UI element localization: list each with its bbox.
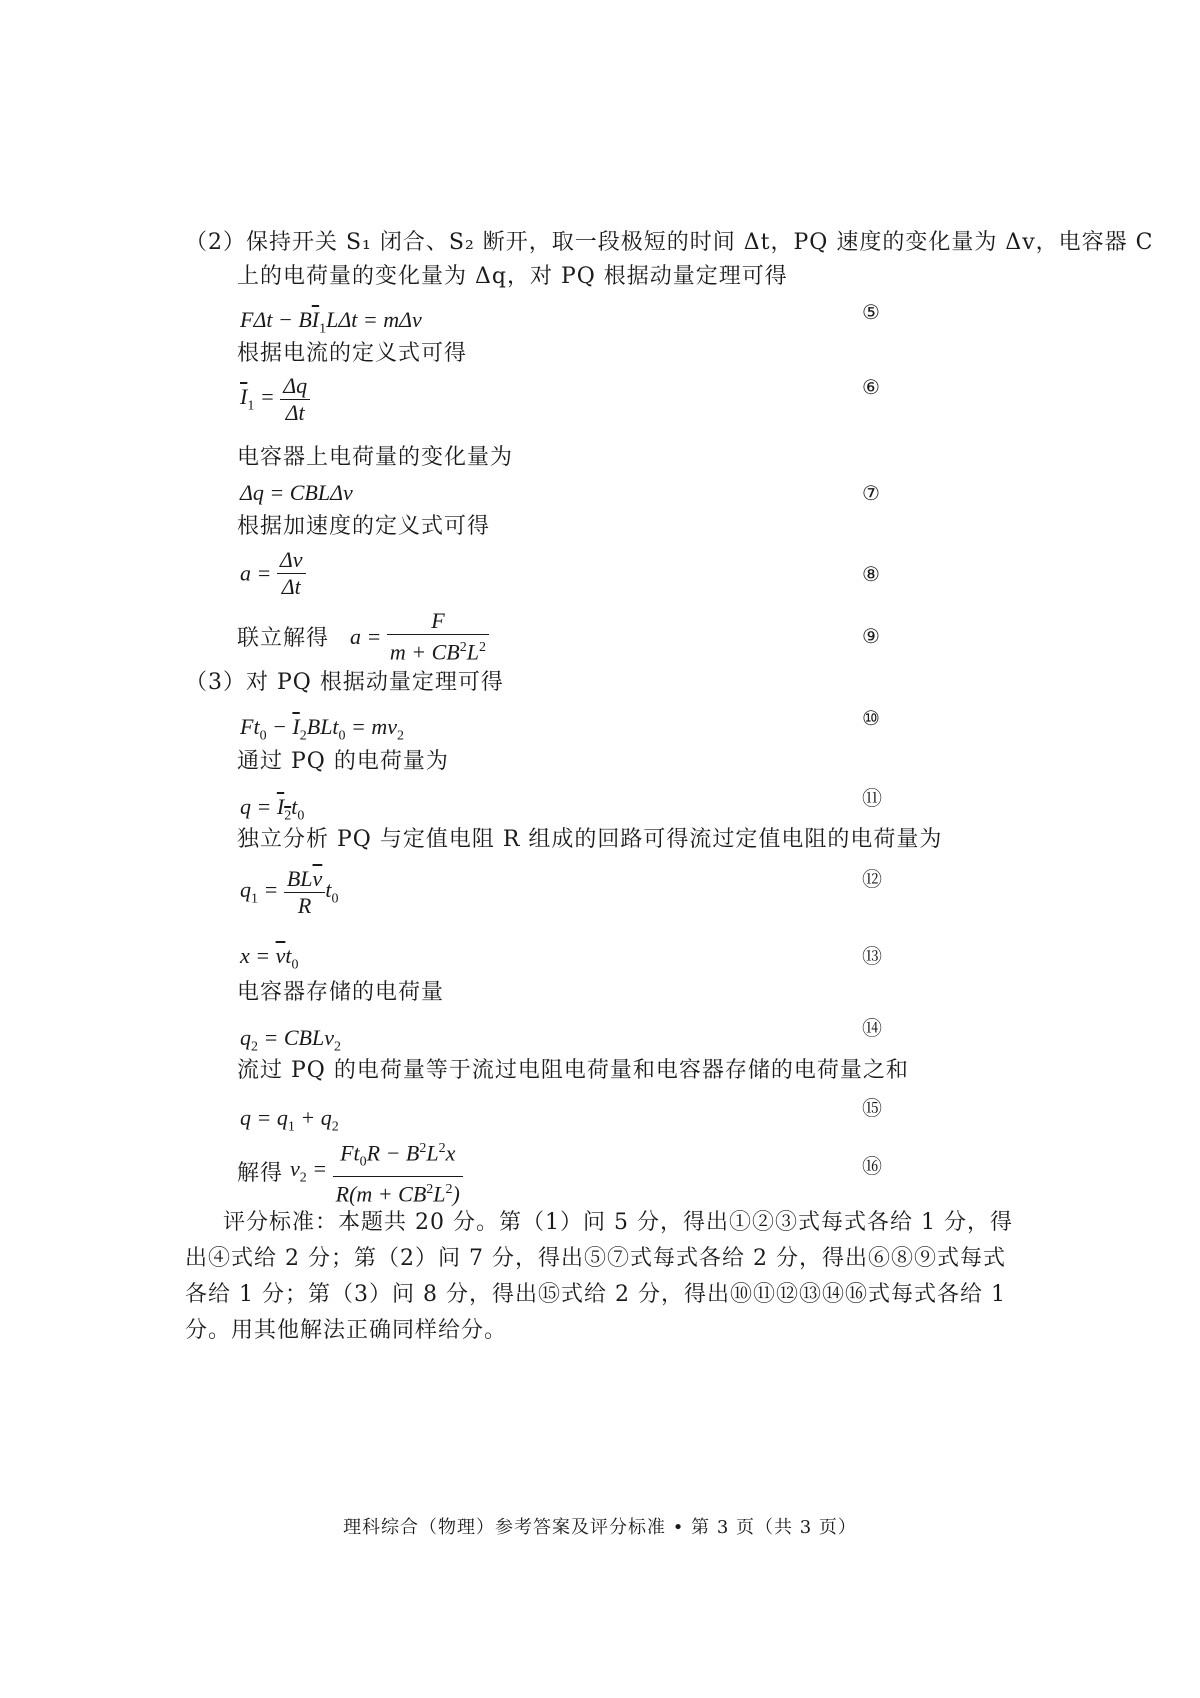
equation-number-11: ⑪ — [862, 786, 882, 810]
equation-9: 联立解得 a = $\frac{F}{m + CB^2L^2}$ — [237, 608, 489, 665]
equation-number-7: ⑦ — [862, 481, 880, 505]
equation-number-5: ⑤ — [862, 300, 880, 324]
text-solve-9: 联立解得 — [237, 626, 330, 652]
equation-7: Δq = CBLΔv — [240, 480, 353, 505]
equation-number-6: ⑥ — [862, 375, 880, 399]
text-result-16: 解得 — [237, 1161, 284, 1187]
equation-14: $q_2$ = CBLv$_2$ — [240, 1025, 341, 1055]
equation-10: $Ft_0 - \overline{I}_2BLt_0 = mv_2$ — [240, 714, 405, 744]
equation-13: $x = \overline{v}t_0$ — [240, 943, 299, 973]
equation-15: $q = q_1 + q_2$ — [240, 1105, 339, 1135]
part2-line2: 上的电荷量的变化量为 Δq，对 PQ 根据动量定理可得 — [237, 264, 788, 289]
text-current-definition: 根据电流的定义式可得 — [237, 341, 468, 366]
scoring-standard: 评分标准：本题共 20 分。第（1）问 5 分，得出①②③式每式各给 1 分，得出④式给 2 分；第（2）问 7 分，得出⑤⑦式每式各给 2 分，得出⑥⑧⑨式每式各给 1 分；第（3）问 8 分，得出⑮式给 2 分，得出⑩⑪⑫⑬⑭⑯式每式各给 1 分。用其他解法正确同样给分。 — [185, 1210, 1013, 1343]
equation-number-10: ⑩ — [862, 706, 880, 730]
part2-line1: （2）保持开关 S₁ 闭合、S₂ 断开，取一段极短的时间 Δt，PQ 速度的变化量为 Δv，电容器 C — [185, 230, 1154, 255]
text-charge-sum: 流过 PQ 的电荷量等于流过电阻电荷量和电容器存储的电荷量之和 — [237, 1058, 909, 1083]
equation-number-9: ⑨ — [862, 624, 880, 648]
text-capacitor-stored: 电容器存储的电荷量 — [237, 980, 445, 1005]
equation-11: $q = I_2t_0$ — [240, 794, 305, 824]
equation-5: $F\Delta t - B\overline{I}_1L\Delta t = m\Delta v$ — [240, 307, 422, 337]
equation-number-16: ⑯ — [862, 1154, 882, 1178]
equation-6: $\overline{I}_1$ = $\frac{\Delta q}{\Delta t}$ — [240, 373, 310, 426]
text-resistor-loop: 独立分析 PQ 与定值电阻 R 组成的回路可得流过定值电阻的电荷量为 — [237, 827, 943, 852]
equation-16: 解得 $v_2$ = $\frac{Ft_0R - B^2L^2x}{R(m + CB^2L^2)}$ — [237, 1136, 463, 1207]
text-charge-change: 电容器上电荷量的变化量为 — [237, 445, 514, 470]
equation-number-14: ⑭ — [862, 1016, 882, 1040]
equation-number-15: ⑮ — [862, 1096, 882, 1120]
text-acceleration-definition: 根据加速度的定义式可得 — [237, 514, 491, 539]
equation-number-12: ⑫ — [862, 867, 882, 891]
equation-number-8: ⑧ — [862, 562, 880, 586]
equation-number-13: ⑬ — [862, 944, 882, 968]
text-charge-through-pq: 通过 PQ 的电荷量为 — [237, 749, 449, 774]
page-footer: 理科综合（物理）参考答案及评分标准 • 第 3 页（共 3 页） — [343, 1517, 857, 1538]
equation-12: $q_1$ = $\frac{BL\overline{v}}{R}$ $t_0$ — [240, 866, 339, 918]
part3-line1: （3）对 PQ 根据动量定理可得 — [185, 670, 504, 695]
equation-8: a = $\frac{\Delta v}{\Delta t}$ — [240, 547, 306, 600]
